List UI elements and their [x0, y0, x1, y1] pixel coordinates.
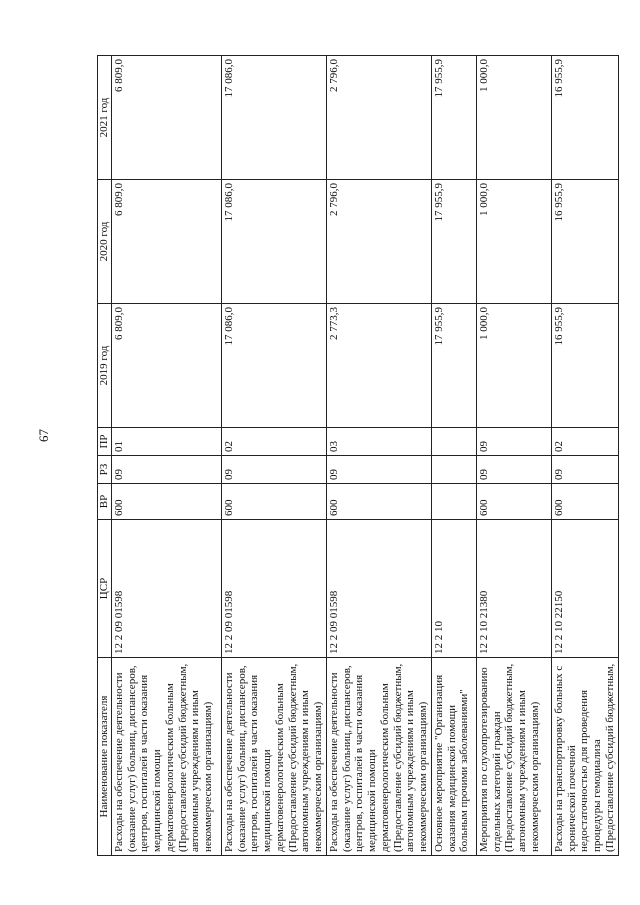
cell-rz: 09 — [111, 456, 221, 484]
cell-2021: 6 809,0 — [111, 56, 221, 180]
cell-vr: 600 — [221, 484, 326, 520]
cell-2019: 17 955,9 — [431, 304, 476, 428]
cell-2021: 1 000,0 — [476, 56, 551, 180]
cell-2019: 17 086,0 — [221, 304, 326, 428]
header-csr: ЦСР — [98, 520, 112, 658]
cell-2021: 17 955,9 — [431, 56, 476, 180]
header-rz: РЗ — [98, 456, 112, 484]
cell-rz: 09 — [476, 456, 551, 484]
cell-2020: 1 000,0 — [476, 180, 551, 304]
cell-name: Основное мероприятие "Организация оказания медицинской помощи больным прочими заболеваниями" — [431, 658, 476, 856]
budget-table — [97, 55, 619, 856]
header-vr: ВР — [98, 484, 112, 520]
cell-vr: 600 — [326, 484, 431, 520]
cell-vr: 600 — [111, 484, 221, 520]
cell-2020: 2 796,0 — [326, 180, 431, 304]
cell-2019: 1 000,0 — [476, 304, 551, 428]
cell-csr: 12 2 10 21380 — [476, 520, 551, 658]
header-pr: ПР — [98, 428, 112, 456]
cell-pr: 02 — [221, 428, 326, 456]
cell-2021: 2 796,0 — [326, 56, 431, 180]
cell-name: Расходы на транспортировку больных с хронической почечной недостаточностью для проведения процедуры гемодиализа (Предоставление субсидий бюджетным, — [551, 658, 618, 856]
table-row — [111, 56, 221, 856]
cell-name: Расходы на обеспечение деятельности (оказание услуг) больниц, диспансеров, центров, госпиталей в части оказания медицинской помощи дерматовенерологическим больным (Предоставление субсидий бюджетным, автономным учреждениям и иным некоммерческим организациям) — [111, 658, 221, 856]
cell-vr: 600 — [476, 484, 551, 520]
cell-name: Расходы на обеспечение деятельности (оказание услуг) больниц, диспансеров, центров, госпиталей в части оказания медицинской помощи дерматовенерологическим больным (Предоставление субсидий бюджетным, автономным учреждениям и иным некоммерческим организациям) — [326, 658, 431, 856]
table-header-row — [98, 56, 112, 856]
cell-csr: 12 2 09 01598 — [221, 520, 326, 658]
table-row — [221, 56, 326, 856]
cell-pr: 03 — [326, 428, 431, 456]
cell-vr — [431, 484, 476, 520]
cell-csr: 12 2 09 01598 — [326, 520, 431, 658]
cell-pr: 09 — [476, 428, 551, 456]
header-2019: 2019 год — [98, 304, 112, 428]
cell-2021: 17 086,0 — [221, 56, 326, 180]
cell-2019: 6 809,0 — [111, 304, 221, 428]
cell-rz: 09 — [326, 456, 431, 484]
table-row — [326, 56, 431, 856]
cell-2019: 16 955,9 — [551, 304, 618, 428]
header-2021: 2021 год — [98, 56, 112, 180]
cell-rz: 09 — [551, 456, 618, 484]
cell-pr: 01 — [111, 428, 221, 456]
cell-rz — [431, 456, 476, 484]
cell-pr — [431, 428, 476, 456]
cell-vr: 600 — [551, 484, 618, 520]
cell-name: Мероприятия по слухопротезированию отдельных категорий граждан (Предоставление субсидий бюджетным, автономным учреждениям и иным некоммерческим организациям) — [476, 658, 551, 856]
table-row — [431, 56, 476, 856]
table-row — [551, 56, 618, 856]
table-row — [476, 56, 551, 856]
cell-csr: 12 2 10 — [431, 520, 476, 658]
header-name: Наименование показателя — [98, 658, 112, 856]
cell-2019: 2 773,3 — [326, 304, 431, 428]
cell-name: Расходы на обеспечение деятельности (оказание услуг) больниц, диспансеров, центров, госпиталей в части оказания медицинской помощи дерматовенерологическим больным (Предоставление субсидий бюджетным, автономным учреждениям и иным некоммерческим организациям) — [221, 658, 326, 856]
cell-2020: 17 955,9 — [431, 180, 476, 304]
cell-2020: 16 955,9 — [551, 180, 618, 304]
cell-csr: 12 2 09 01598 — [111, 520, 221, 658]
cell-2020: 17 086,0 — [221, 180, 326, 304]
cell-pr: 02 — [551, 428, 618, 456]
cell-2021: 16 955,9 — [551, 56, 618, 180]
cell-2020: 6 809,0 — [111, 180, 221, 304]
page-number: 67 — [36, 429, 51, 442]
cell-rz: 09 — [221, 456, 326, 484]
rotated-page-content — [97, 56, 616, 856]
header-2020: 2020 год — [98, 180, 112, 304]
cell-csr: 12 2 10 22150 — [551, 520, 618, 658]
